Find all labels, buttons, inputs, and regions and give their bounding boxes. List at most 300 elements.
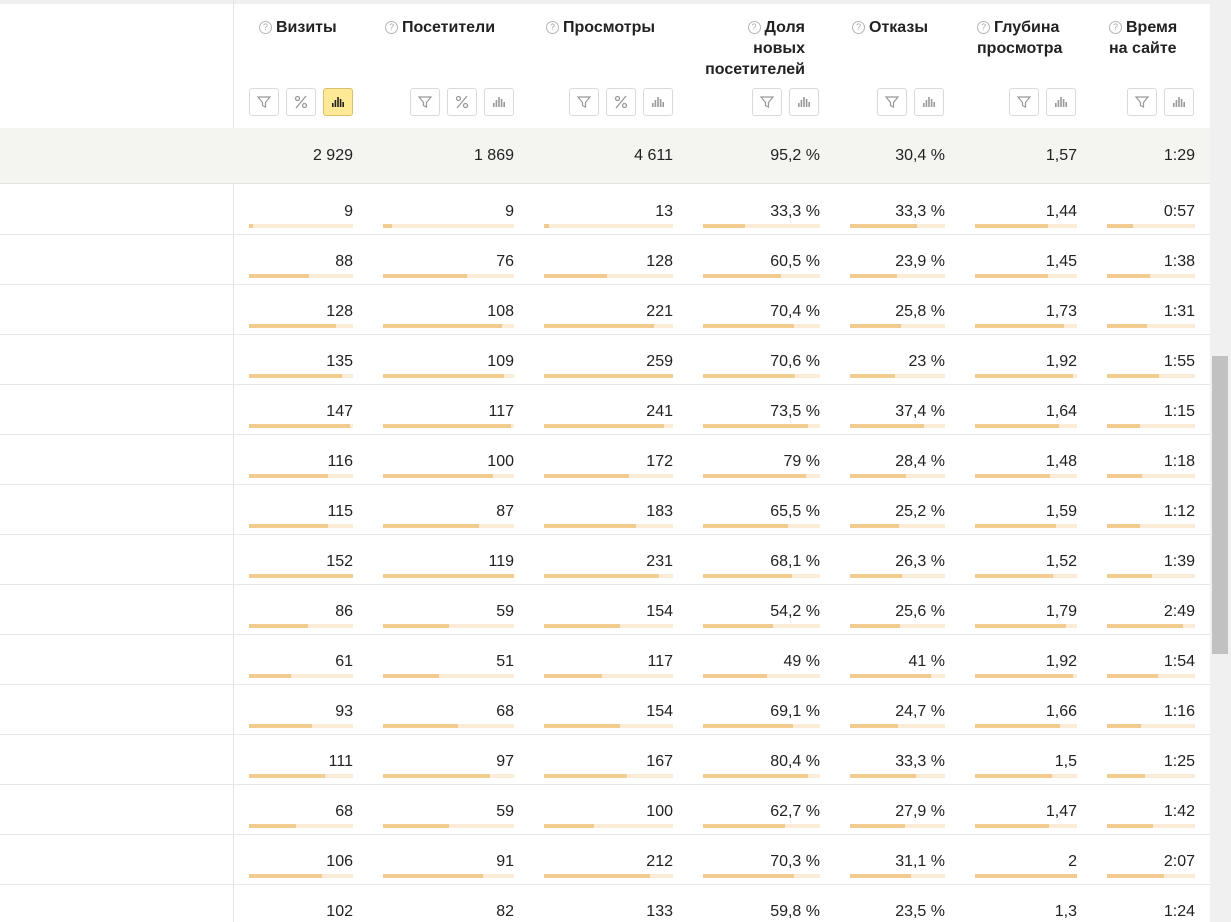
cell-bounces xyxy=(850,128,945,178)
value-bar xyxy=(975,674,1077,678)
value-bar-fill xyxy=(850,224,917,228)
cell-visits xyxy=(249,484,353,534)
bars-button[interactable] xyxy=(484,88,514,116)
funnel-icon xyxy=(417,94,433,110)
cell-depth xyxy=(975,184,1077,234)
value-bar xyxy=(249,874,353,878)
value-bar xyxy=(975,874,1077,878)
cell-bounces xyxy=(850,734,945,784)
cell-time xyxy=(1107,484,1195,534)
help-icon[interactable]: ? xyxy=(385,21,398,34)
table-row[interactable] xyxy=(0,684,1210,735)
funnel-icon xyxy=(759,94,775,110)
cell-time xyxy=(1107,234,1195,284)
column-title-text: новых xyxy=(753,40,805,57)
filter-button[interactable] xyxy=(752,88,782,116)
cell-value: 70,3 % xyxy=(770,853,820,870)
value-bar xyxy=(850,374,945,378)
cell-value: 102 xyxy=(326,903,353,920)
value-bar-fill xyxy=(1107,224,1133,228)
cell-value: 23,9 % xyxy=(895,253,945,270)
bars-button[interactable] xyxy=(914,88,944,116)
bars-button[interactable] xyxy=(1164,88,1194,116)
cell-bounces xyxy=(850,834,945,884)
value-bar-fill xyxy=(383,274,467,278)
cell-value: 28,4 % xyxy=(895,453,945,470)
value-bar xyxy=(383,374,514,378)
value-bar xyxy=(544,524,673,528)
value-bar-fill xyxy=(1107,624,1183,628)
cell-value: 1,59 xyxy=(1045,503,1077,520)
value-bar xyxy=(249,374,353,378)
column-header-visitors[interactable] xyxy=(385,17,495,38)
value-bar-fill xyxy=(383,724,458,728)
value-bar-fill xyxy=(249,224,253,228)
value-bar-fill xyxy=(544,824,594,828)
value-bar-fill xyxy=(249,824,296,828)
value-bar-fill xyxy=(249,474,328,478)
value-bar xyxy=(703,724,820,728)
cell-visits xyxy=(249,284,353,334)
cell-views xyxy=(544,784,673,834)
value-bar-fill xyxy=(703,874,794,878)
column-title-text: Доля xyxy=(764,19,805,36)
cell-newshare xyxy=(703,384,820,434)
value-bar xyxy=(703,224,820,228)
column-title-text: на сайте xyxy=(1109,40,1177,57)
cell-value: 1:12 xyxy=(1163,503,1195,520)
cell-time xyxy=(1107,584,1195,634)
value-bar-fill xyxy=(975,624,1066,628)
cell-depth xyxy=(975,584,1077,634)
value-bar-fill xyxy=(544,224,549,228)
cell-visitors xyxy=(383,684,514,734)
value-bar-fill xyxy=(383,524,479,528)
help-icon[interactable]: ? xyxy=(748,21,761,34)
help-icon[interactable]: ? xyxy=(977,21,990,34)
value-bar xyxy=(850,874,945,878)
cell-value: 119 xyxy=(488,553,514,570)
value-bar xyxy=(850,424,945,428)
value-bar-fill xyxy=(850,274,897,278)
funnel-icon xyxy=(1016,94,1032,110)
table-row[interactable] xyxy=(0,784,1210,835)
column-header-views[interactable] xyxy=(546,17,655,38)
percent-icon xyxy=(613,94,629,110)
value-bar-fill xyxy=(850,824,905,828)
column-header-newshare[interactable] xyxy=(705,17,805,80)
cell-depth xyxy=(975,128,1077,178)
value-bar-fill xyxy=(703,524,788,528)
help-icon[interactable]: ? xyxy=(1109,21,1122,34)
cell-value: 54,2 % xyxy=(770,603,820,620)
cell-value: 37,4 % xyxy=(895,403,945,420)
cell-bounces xyxy=(850,784,945,834)
cell-value: 152 xyxy=(326,553,353,570)
cell-value: 25,6 % xyxy=(895,603,945,620)
cell-bounces xyxy=(850,584,945,634)
table-row[interactable] xyxy=(0,234,1210,285)
value-bar-fill xyxy=(850,524,899,528)
value-bar xyxy=(249,624,353,628)
value-bar-fill xyxy=(383,874,483,878)
cell-value: 1:31 xyxy=(1163,303,1195,320)
cell-bounces xyxy=(850,534,945,584)
column-header-bounces[interactable] xyxy=(852,17,928,38)
cell-newshare xyxy=(703,584,820,634)
value-bar-fill xyxy=(975,324,1064,328)
value-bar-fill xyxy=(975,224,1048,228)
value-bar xyxy=(1107,624,1195,628)
value-bar xyxy=(1107,824,1195,828)
cell-depth xyxy=(975,734,1077,784)
cell-value: 241 xyxy=(646,403,673,420)
value-bar-fill xyxy=(1107,524,1140,528)
cell-views xyxy=(544,584,673,634)
cell-value: 1:54 xyxy=(1163,653,1195,670)
table-row[interactable] xyxy=(0,834,1210,885)
value-bar-fill xyxy=(850,774,916,778)
value-bar xyxy=(383,474,514,478)
cell-depth xyxy=(975,334,1077,384)
cell-bounces xyxy=(850,184,945,234)
cell-value: 111 xyxy=(328,753,353,770)
value-bar xyxy=(383,424,514,428)
cell-time xyxy=(1107,834,1195,884)
cell-views xyxy=(544,634,673,684)
value-bar xyxy=(703,774,820,778)
value-bar xyxy=(383,224,514,228)
totals-row[interactable] xyxy=(0,128,1210,184)
cell-value: 1,3 xyxy=(1054,903,1077,920)
percent-button[interactable] xyxy=(447,88,477,116)
help-icon[interactable]: ? xyxy=(852,21,865,34)
value-bar xyxy=(975,374,1077,378)
table-row[interactable] xyxy=(0,284,1210,335)
value-bar-fill xyxy=(249,274,309,278)
cell-value: 88 xyxy=(335,253,353,270)
cell-newshare xyxy=(703,334,820,384)
value-bar-fill xyxy=(544,624,620,628)
cell-value: 128 xyxy=(646,253,673,270)
value-bar xyxy=(850,524,945,528)
cell-bounces xyxy=(850,234,945,284)
bars-button[interactable] xyxy=(789,88,819,116)
cell-views xyxy=(544,534,673,584)
bars-button[interactable] xyxy=(643,88,673,116)
filter-button[interactable] xyxy=(410,88,440,116)
cell-value: 25,2 % xyxy=(895,503,945,520)
value-bar xyxy=(1107,224,1195,228)
cell-value: 167 xyxy=(646,753,673,770)
value-bar xyxy=(703,624,820,628)
column-title-text: Визиты xyxy=(276,19,337,36)
cell-newshare xyxy=(703,184,820,234)
value-bar-fill xyxy=(703,224,745,228)
bars-button[interactable] xyxy=(323,88,353,116)
cell-views xyxy=(544,384,673,434)
table-header xyxy=(0,4,1210,128)
cell-bounces xyxy=(850,634,945,684)
cell-value: 147 xyxy=(326,403,353,420)
value-bar-fill xyxy=(1107,674,1158,678)
value-bar-fill xyxy=(850,424,924,428)
column-header-visits[interactable] xyxy=(259,17,337,38)
bar-chart-icon xyxy=(796,94,812,110)
filter-button[interactable] xyxy=(877,88,907,116)
cell-depth xyxy=(975,434,1077,484)
value-bar xyxy=(383,724,514,728)
column-header-depth[interactable] xyxy=(977,17,1062,59)
cell-views xyxy=(544,684,673,734)
value-bar xyxy=(850,774,945,778)
cell-value: 26,3 % xyxy=(895,553,945,570)
table-row[interactable] xyxy=(0,634,1210,685)
value-bar-fill xyxy=(850,624,900,628)
cell-newshare xyxy=(703,434,820,484)
cell-value: 68 xyxy=(496,703,514,720)
cell-time xyxy=(1107,284,1195,334)
cell-value: 1:55 xyxy=(1163,353,1195,370)
value-bar xyxy=(1107,324,1195,328)
table-row[interactable] xyxy=(0,334,1210,385)
value-bar xyxy=(850,324,945,328)
value-bar xyxy=(1107,574,1195,578)
cell-value: 4 611 xyxy=(634,147,673,164)
cell-views xyxy=(544,484,673,534)
cell-visits xyxy=(249,634,353,684)
cell-value: 30,4 % xyxy=(895,147,945,164)
table-row[interactable] xyxy=(0,434,1210,485)
cell-value: 0:57 xyxy=(1163,203,1195,220)
value-bar-fill xyxy=(975,474,1050,478)
help-icon[interactable]: ? xyxy=(259,21,272,34)
value-bar-fill xyxy=(544,574,659,578)
value-bar xyxy=(383,674,514,678)
cell-value: 80,4 % xyxy=(770,753,820,770)
value-bar-fill xyxy=(544,324,654,328)
table-row[interactable] xyxy=(0,184,1210,235)
value-bar-fill xyxy=(703,424,808,428)
value-bar-fill xyxy=(249,874,322,878)
value-bar-fill xyxy=(383,374,504,378)
cell-bounces xyxy=(850,684,945,734)
table-row[interactable] xyxy=(0,584,1210,635)
value-bar xyxy=(544,724,673,728)
value-bar-fill xyxy=(975,874,1077,878)
value-bar xyxy=(249,224,353,228)
value-bar-fill xyxy=(1107,824,1153,828)
value-bar xyxy=(850,224,945,228)
value-bar xyxy=(249,424,353,428)
cell-depth xyxy=(975,634,1077,684)
cell-value: 95,2 % xyxy=(770,147,820,164)
cell-time xyxy=(1107,128,1195,178)
value-bar xyxy=(703,574,820,578)
cell-views xyxy=(544,434,673,484)
cell-value: 212 xyxy=(646,853,673,870)
value-bar xyxy=(975,424,1077,428)
cell-views xyxy=(544,184,673,234)
value-bar xyxy=(975,824,1077,828)
cell-value: 1:18 xyxy=(1163,453,1195,470)
cell-value: 1:15 xyxy=(1163,403,1195,420)
value-bar xyxy=(850,724,945,728)
value-bar xyxy=(249,324,353,328)
cell-value: 154 xyxy=(646,603,673,620)
cell-visitors xyxy=(383,234,514,284)
cell-value: 221 xyxy=(646,303,673,320)
value-bar xyxy=(544,574,673,578)
filter-button[interactable] xyxy=(1127,88,1157,116)
value-bar xyxy=(544,774,673,778)
cell-bounces xyxy=(850,484,945,534)
value-bar-fill xyxy=(383,674,439,678)
cell-time xyxy=(1107,734,1195,784)
value-bar-fill xyxy=(249,624,308,628)
table-row[interactable] xyxy=(0,484,1210,535)
column-title-text: Глубина xyxy=(994,19,1060,36)
value-bar xyxy=(703,274,820,278)
value-bar-fill xyxy=(850,374,895,378)
help-icon[interactable]: ? xyxy=(546,21,559,34)
cell-views xyxy=(544,234,673,284)
cell-depth xyxy=(975,884,1077,922)
table-row[interactable] xyxy=(0,734,1210,785)
value-bar xyxy=(383,324,514,328)
cell-value: 41 % xyxy=(908,653,945,670)
value-bar xyxy=(975,224,1077,228)
cell-value: 1:16 xyxy=(1163,703,1195,720)
cell-value: 60,5 % xyxy=(770,253,820,270)
value-bar-fill xyxy=(383,624,449,628)
cell-depth xyxy=(975,684,1077,734)
value-bar-fill xyxy=(703,274,781,278)
table-row[interactable] xyxy=(0,884,1210,922)
cell-depth xyxy=(975,784,1077,834)
cell-value: 1,44 xyxy=(1045,203,1077,220)
filter-button[interactable] xyxy=(249,88,279,116)
cell-value: 128 xyxy=(326,303,353,320)
cell-value: 100 xyxy=(487,453,514,470)
cell-value: 1:39 xyxy=(1163,553,1195,570)
value-bar-fill xyxy=(249,724,312,728)
cell-value: 154 xyxy=(646,703,673,720)
scrollbar-thumb[interactable] xyxy=(1212,356,1228,654)
cell-value: 59,8 % xyxy=(770,903,820,920)
value-bar-fill xyxy=(249,524,328,528)
cell-newshare xyxy=(703,128,820,178)
value-bar-fill xyxy=(703,324,794,328)
cell-value: 1,57 xyxy=(1045,147,1077,164)
cell-value: 13 xyxy=(655,203,673,220)
value-bar xyxy=(850,674,945,678)
filter-button[interactable] xyxy=(569,88,599,116)
percent-button[interactable] xyxy=(286,88,316,116)
value-bar-fill xyxy=(249,774,325,778)
table-row[interactable] xyxy=(0,384,1210,435)
cell-value: 1:29 xyxy=(1163,147,1195,164)
value-bar-fill xyxy=(850,574,902,578)
cell-time xyxy=(1107,434,1195,484)
cell-visitors xyxy=(383,284,514,334)
filter-button[interactable] xyxy=(1009,88,1039,116)
cell-value: 68 xyxy=(335,803,353,820)
value-bar xyxy=(975,724,1077,728)
value-bar-fill xyxy=(703,674,767,678)
value-bar xyxy=(383,774,514,778)
value-bar xyxy=(703,674,820,678)
cell-value: 1,45 xyxy=(1045,253,1077,270)
cell-newshare xyxy=(703,884,820,922)
value-bar-fill xyxy=(544,274,607,278)
table-row[interactable] xyxy=(0,534,1210,585)
value-bar xyxy=(1107,674,1195,678)
bar-chart-icon xyxy=(921,94,937,110)
column-title-text: просмотра xyxy=(977,40,1063,57)
value-bar-fill xyxy=(249,424,350,428)
cell-value: 1,47 xyxy=(1045,803,1077,820)
cell-value: 1,52 xyxy=(1045,553,1077,570)
cell-value: 172 xyxy=(646,453,673,470)
cell-value: 27,9 % xyxy=(895,803,945,820)
value-bar xyxy=(975,324,1077,328)
funnel-icon xyxy=(256,94,272,110)
value-bar-fill xyxy=(1107,274,1150,278)
value-bar-fill xyxy=(249,324,336,328)
value-bar xyxy=(703,324,820,328)
value-bar-fill xyxy=(544,524,636,528)
value-bar xyxy=(249,474,353,478)
value-bar xyxy=(850,474,945,478)
cell-newshare xyxy=(703,484,820,534)
cell-value: 82 xyxy=(496,903,514,920)
cell-value: 117 xyxy=(488,403,514,420)
cell-time xyxy=(1107,884,1195,922)
value-bar-fill xyxy=(1107,424,1140,428)
cell-value: 33,3 % xyxy=(770,203,820,220)
cell-value: 49 % xyxy=(783,653,820,670)
cell-depth xyxy=(975,384,1077,434)
value-bar xyxy=(850,274,945,278)
cell-value: 1:42 xyxy=(1163,803,1195,820)
cell-visitors xyxy=(383,484,514,534)
cell-value: 68,1 % xyxy=(770,553,820,570)
column-header-time[interactable] xyxy=(1109,17,1177,59)
value-bar-fill xyxy=(703,474,806,478)
cell-visitors xyxy=(383,384,514,434)
funnel-icon xyxy=(1134,94,1150,110)
cell-visits xyxy=(249,834,353,884)
cell-value: 1 869 xyxy=(473,147,514,164)
cell-value: 62,7 % xyxy=(770,803,820,820)
cell-value: 109 xyxy=(487,353,514,370)
bars-button[interactable] xyxy=(1046,88,1076,116)
cell-value: 1,64 xyxy=(1045,403,1077,420)
cell-time xyxy=(1107,184,1195,234)
value-bar-fill xyxy=(249,574,353,578)
value-bar xyxy=(249,774,353,778)
cell-bounces xyxy=(850,434,945,484)
cell-visitors xyxy=(383,184,514,234)
bar-chart-icon xyxy=(330,94,346,110)
cell-value: 1,48 xyxy=(1045,453,1077,470)
percent-button[interactable] xyxy=(606,88,636,116)
cell-visitors xyxy=(383,334,514,384)
value-bar xyxy=(383,874,514,878)
cell-value: 59 xyxy=(496,603,514,620)
cell-visits xyxy=(249,884,353,922)
